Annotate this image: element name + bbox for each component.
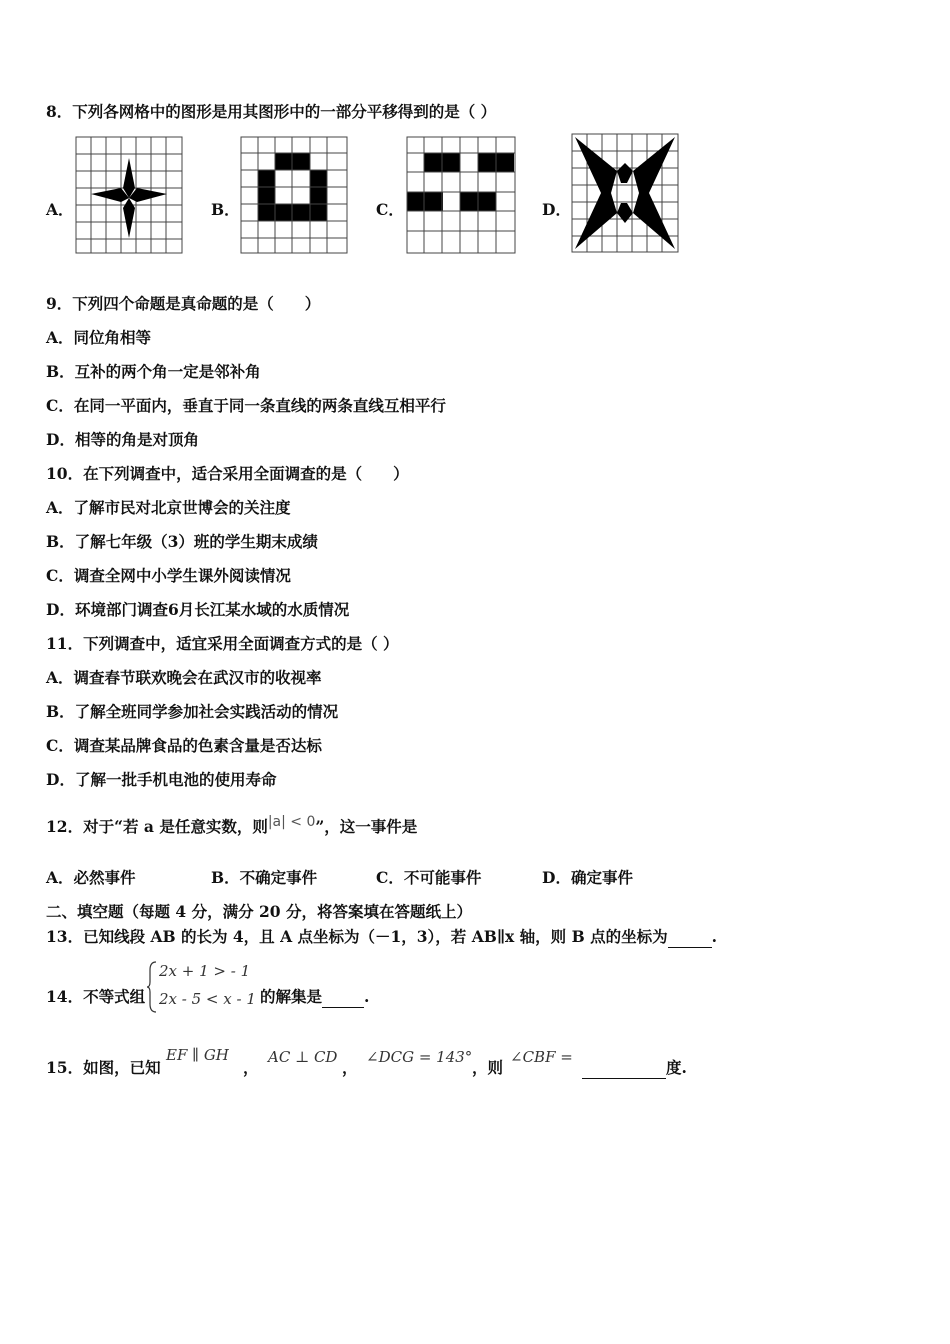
q12-option-a: A．必然事件	[46, 868, 136, 887]
q8-grid-b	[240, 136, 348, 254]
q10-option-b: B．了解七年级（3）班的学生期末成绩	[46, 532, 318, 551]
q15-before: 15．如图，已知	[46, 1058, 161, 1077]
q10-option-a: A．了解市民对北京世博会的关注度	[46, 498, 291, 517]
q11-stem: 11．下列调查中，适宜采用全面调查方式的是（ ）	[46, 634, 399, 653]
q9-option-c: C．在同一平面内，垂直于同一条直线的两条直线互相平行	[46, 396, 446, 415]
x-pattern-shape	[575, 137, 675, 249]
q8-option-a-label: A．	[46, 200, 74, 219]
q10-option-d: D．环境部门调查6月长江某水域的水质情况	[46, 600, 350, 619]
q8-grid-a	[75, 136, 183, 254]
q12-option-d: D．确定事件	[542, 868, 633, 887]
q14-after: 的解集是	[260, 987, 323, 1006]
q15-sep-1: ，	[243, 1058, 259, 1077]
q11-option-a: A．调查春节联欢晚会在武汉市的收视率	[46, 668, 322, 687]
q15-tail	[582, 1058, 687, 1079]
q15-math-perpendicular: AC ⊥ CD	[268, 1048, 338, 1066]
q13	[46, 927, 717, 948]
q8-option-c-label: C．	[376, 200, 404, 219]
flower-shape	[91, 158, 167, 238]
q14-before: 14．不等式组	[46, 987, 146, 1006]
q15-math-parallel: EF ∥ GH	[166, 1046, 229, 1064]
q15-after: 度.	[666, 1058, 687, 1077]
q8-grid-d	[571, 133, 679, 253]
section-2-heading: 二、填空题（每题 4 分，满分 20 分，将答案填在答题纸上）	[46, 902, 472, 921]
q12-math: |a| < 0	[267, 814, 316, 830]
q15-sep-2: ，	[342, 1058, 358, 1077]
q11-option-d: D．了解一批手机电池的使用寿命	[46, 770, 277, 789]
q12-option-c: C．不可能事件	[376, 868, 482, 887]
q15-sep-3: ，则	[472, 1058, 504, 1077]
q9-option-b: B．互补的两个角一定是邻补角	[46, 362, 261, 381]
q12-stem-before: 12．对于“若 a 是任意实数，则	[46, 817, 268, 836]
q14-answer-blank	[322, 987, 364, 1008]
q12-option-b: B．不确定事件	[211, 868, 318, 887]
q10-option-c: C．调查全网中小学生课外阅读情况	[46, 566, 291, 585]
q13-text: 13．已知线段 AB 的长为 4，且 A 点坐标为（－1，3），若 AB∥x 轴，则 B 点的坐标为	[46, 927, 668, 946]
q15-math-angle-cbf: ∠CBF =	[510, 1048, 573, 1066]
q12-stem	[46, 814, 418, 838]
q8-option-b-label: B．	[211, 200, 240, 219]
q14-end: .	[364, 987, 370, 1006]
q9-option-a: A．同位角相等	[46, 328, 152, 347]
q11-option-c: C．调查某品牌食品的色素含量是否达标	[46, 736, 322, 755]
q10-stem: 10．在下列调查中，适合采用全面调查的是（ ）	[46, 464, 409, 483]
q8-option-d-label: D．	[542, 200, 571, 219]
q15-answer-blank	[582, 1058, 666, 1079]
q13-answer-blank	[668, 927, 712, 948]
q11-option-b: B．了解全班同学参加社会实践活动的情况	[46, 702, 339, 721]
q12-stem-after: ”，这一事件是	[315, 817, 418, 836]
q8-stem: 8．下列各网格中的图形是用其图形中的一部分平移得到的是（ ）	[46, 102, 497, 121]
q14-brace	[146, 960, 158, 1014]
q14-tail	[260, 987, 369, 1008]
q8-grid-c	[406, 136, 516, 254]
q14-inequality-2: 2x - 5 < x - 1	[159, 990, 256, 1008]
q15-math-angle-dcg: ∠DCG = 143°	[366, 1048, 473, 1066]
q13-end: .	[711, 927, 717, 946]
q14-inequality-1: 2x + 1 > - 1	[159, 962, 251, 980]
q9-option-d: D．相等的角是对顶角	[46, 430, 199, 449]
q9-stem: 9．下列四个命题是真命题的是（ ）	[46, 294, 321, 313]
